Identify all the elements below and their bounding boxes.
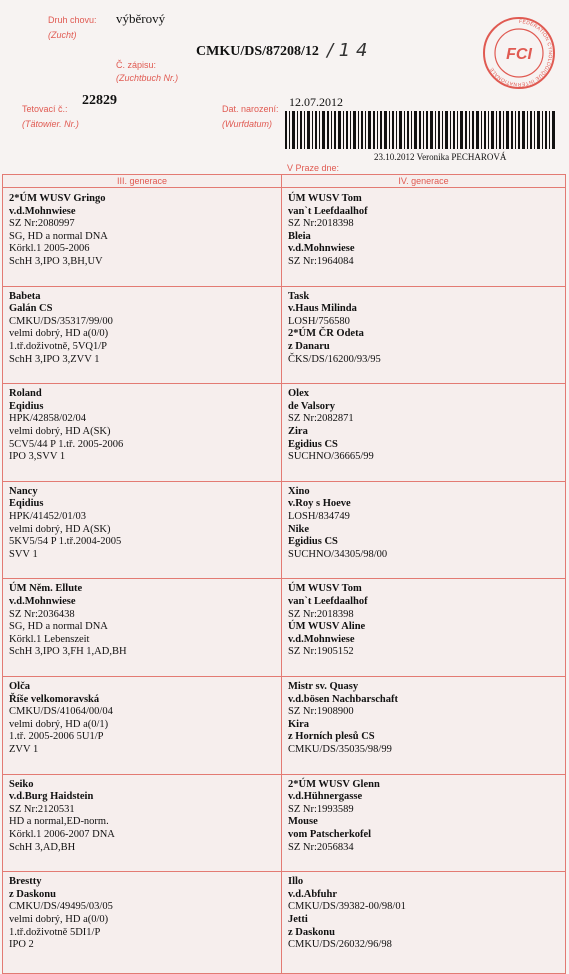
dog-name-line: Roland <box>9 388 42 400</box>
dog-name-line: Task <box>288 290 310 302</box>
gen4-cell <box>282 871 565 969</box>
dog-detail-line: IPO 2 <box>9 939 34 951</box>
gen3-cell <box>3 676 281 774</box>
dog-detail-line: SchH 3,IPO 3,BH,UV <box>9 255 103 267</box>
dog-detail-line: SZ Nr:1993589 <box>288 803 354 815</box>
dog-name-line: Xino <box>288 485 310 497</box>
dog-name-line: vom Patscherkofel <box>288 828 372 840</box>
dog-name-line: v.d.Burg Haidstein <box>9 791 94 803</box>
dog-detail-line: velmi dobrý, HD A(SK) <box>9 425 111 437</box>
dog-name-line: z Horních plesů CS <box>288 731 375 743</box>
dog-detail-line: HPK/42858/02/04 <box>9 413 87 425</box>
gen3-cell <box>3 188 281 286</box>
zapis-handwritten: / 1 4 <box>327 40 368 61</box>
dog-detail-line: SZ Nr:2120531 <box>9 803 75 815</box>
dog-name-line: de Valsory <box>288 400 335 412</box>
dog-detail-line: SUCHNO/34305/98/00 <box>288 548 388 560</box>
dog-detail-line: SZ Nr:1905152 <box>288 646 354 658</box>
dog-detail-line: SZ Nr:1908900 <box>288 706 354 718</box>
dog-detail-line: 5CV5/44 P 1.tř. 2005-2006 <box>9 438 124 450</box>
dog-detail-line: HD a normal,ED-norm. <box>9 816 109 828</box>
dog-name-line: Eqidius <box>9 400 44 412</box>
dog-name-line: ÚM WUSV Tom <box>288 583 362 595</box>
datum-value: 12.07.2012 <box>289 95 343 109</box>
dog-detail-line: SZ Nr:2080997 <box>9 218 75 230</box>
gen3-cell <box>3 286 281 384</box>
fci-ring-text: FÉDÉRATION CYNOLOGIQUE INTERNATIONALE <box>488 18 553 88</box>
dog-name-line: v.d.Mohnwiese <box>9 205 76 217</box>
dog-name-line: v.d.Mohnwiese <box>9 595 76 607</box>
dog-detail-line: ČKS/DS/16200/93/95 <box>288 353 381 365</box>
gen3-cell <box>3 871 281 969</box>
dog-detail-line: 1.tř.doživotně 5DI1/P <box>9 926 101 938</box>
dog-name-line: Eqidius <box>9 498 44 510</box>
zapis-label: Č. zápisu: <box>116 60 157 70</box>
dog-detail-line: CMKU/DS/41064/00/04 <box>9 706 113 718</box>
dog-name-line: 2*ÚM WUSV Glenn <box>288 778 380 790</box>
dog-name-line: Egidius CS <box>288 438 338 450</box>
dog-detail-line: SUCHNO/36665/99 <box>288 451 374 463</box>
dog-name-line: 2*ÚM ČR Odeta <box>288 328 364 340</box>
dog-detail-line: SchH 3,IPO 3,FH 1,AD,BH <box>9 646 127 658</box>
dog-detail-line: SG, HD a normal DNA <box>9 230 108 242</box>
gen4-cell <box>282 481 565 579</box>
dog-detail-line: velmi dobrý, HD a(0/0) <box>9 913 109 925</box>
dog-name-line: ÚM WUSV Aline <box>288 621 366 633</box>
datum-label-de: (Wurfdatum) <box>222 119 273 129</box>
dog-name-line: van`t Leefdaalhof <box>288 595 368 607</box>
tetovaci-value: 22829 <box>82 93 117 108</box>
datum-label: Dat. narození: <box>222 104 279 114</box>
dog-detail-line: SZ Nr:2082871 <box>288 413 354 425</box>
dog-name-line: v.d.Hühnergasse <box>288 791 363 803</box>
dog-detail-line: ZVV 1 <box>9 743 39 755</box>
dog-name-line: Olex <box>288 388 309 400</box>
dog-detail-line: CMKU/DS/35317/99/00 <box>9 315 113 327</box>
dog-detail-line: CMKU/DS/39382-00/98/01 <box>288 901 406 913</box>
dog-name-line: Mistr sv. Quasy <box>288 681 359 692</box>
dog-detail-line: Körkl.1 2006-2007 DNA <box>9 828 115 840</box>
dog-detail-line: SZ Nr:2056834 <box>288 841 354 853</box>
druh-value: výběrový <box>116 11 166 26</box>
druh-label: Druh chovu: <box>48 15 97 25</box>
dog-name-line: Kira <box>288 718 309 730</box>
dog-name-line: ÚM Něm. Ellute <box>9 583 83 595</box>
dog-name-line: Illo <box>288 876 304 888</box>
druh-label-de: (Zucht) <box>48 30 77 40</box>
dog-name-line: van`t Leefdaalhof <box>288 205 368 217</box>
gen3-cell <box>3 774 281 872</box>
zapis-value: CMKU/DS/87208/12 <box>196 44 319 59</box>
pedigree-table <box>2 174 566 974</box>
dog-detail-line: SG, HD a normal DNA <box>9 621 108 633</box>
gen4-cell <box>282 676 565 774</box>
col-header-gen3: III. generace <box>116 176 168 186</box>
dog-detail-line: SVV 1 <box>9 548 38 560</box>
dog-detail-line: SchH 3,AD,BH <box>9 841 76 853</box>
dog-detail-line: velmi dobrý, HD a(0/0) <box>9 328 109 340</box>
dog-detail-line: velmi dobrý, HD A(SK) <box>9 523 111 535</box>
dog-name-line: z Daskonu <box>9 888 56 900</box>
dog-name-line: Brestty <box>9 876 42 888</box>
gen4-cell <box>282 774 565 872</box>
praze-value: 23.10.2012 Veronika PECHAROVÁ <box>374 152 507 162</box>
dog-detail-line: 1.tř.doživotně, 5VQ1/P <box>9 340 107 352</box>
gen4-cell <box>282 383 565 481</box>
dog-detail-line: SZ Nr:2018398 <box>288 608 354 620</box>
dog-name-line: Zira <box>288 425 308 437</box>
dog-name-line: Mouse <box>288 816 318 828</box>
dog-detail-line: 1.tř. 2005-2006 5U1/P <box>9 731 104 743</box>
dog-name-line: v.d.Mohnwiese <box>288 633 355 645</box>
tetovaci-label-de: (Tätowier. Nr.) <box>22 119 79 129</box>
fci-logo-text: FCI <box>506 46 532 63</box>
dog-name-line: Olča <box>9 681 30 692</box>
gen4-cell <box>282 286 565 384</box>
zapis-label-de: (Zuchtbuch Nr.) <box>116 73 179 83</box>
dog-detail-line: Körkl.1 2005-2006 <box>9 243 90 255</box>
gen3-cell <box>3 383 281 481</box>
dog-name-line: Bleia <box>288 230 311 242</box>
gen3-cell <box>3 481 281 579</box>
dog-detail-line: CMKU/DS/49495/03/05 <box>9 901 113 913</box>
dog-name-line: v.Haus Milinda <box>288 303 357 315</box>
col-header-gen4: IV. generace <box>398 176 449 186</box>
dog-name-line: 2*ÚM WUSV Gringo <box>9 193 106 204</box>
dog-name-line: v.Roy s Hoeve <box>288 498 351 510</box>
dog-detail-line: SchH 3,IPO 3,ZVV 1 <box>9 353 100 365</box>
dog-name-line: v.d.bösen Nachbarschaft <box>288 693 398 705</box>
dog-detail-line: CMKU/DS/35035/98/99 <box>288 743 392 755</box>
barcode <box>285 111 557 149</box>
gen4-cell <box>282 578 565 676</box>
dog-detail-line: LOSH/834749 <box>288 510 350 522</box>
dog-name-line: Egidius CS <box>288 536 338 548</box>
dog-detail-line: IPO 3,SVV 1 <box>9 451 66 463</box>
dog-detail-line: CMKU/DS/26032/96/98 <box>288 939 392 951</box>
dog-detail-line: velmi dobrý, HD a(0/1) <box>9 718 109 730</box>
dog-name-line: Jetti <box>288 913 308 925</box>
dog-name-line: ÚM WUSV Tom <box>288 193 362 204</box>
gen3-cell <box>3 578 281 676</box>
dog-detail-line: SZ Nr:2018398 <box>288 218 354 230</box>
fci-logo <box>482 16 556 90</box>
dog-detail-line: Körkl.1 Lebenszeit <box>9 633 90 645</box>
dog-name-line: Seiko <box>9 778 34 790</box>
gen4-cell <box>282 188 565 286</box>
praze-label: V Praze dne: <box>287 163 340 173</box>
dog-name-line: v.d.Abfuhr <box>288 888 338 900</box>
tetovaci-label: Tetovací č.: <box>22 104 68 114</box>
dog-detail-line: SZ Nr:2036438 <box>9 608 75 620</box>
dog-name-line: Galán CS <box>9 303 53 315</box>
dog-name-line: Říše velkomoravská <box>9 693 100 705</box>
dog-name-line: v.d.Mohnwiese <box>288 243 355 255</box>
dog-name-line: Nancy <box>9 485 38 497</box>
dog-name-line: z Danaru <box>288 340 330 352</box>
dog-detail-line: LOSH/756580 <box>288 315 350 327</box>
dog-detail-line: SZ Nr:1964084 <box>288 255 354 267</box>
dog-name-line: z Daskonu <box>288 926 335 938</box>
dog-name-line: Babeta <box>9 290 41 302</box>
dog-detail-line: HPK/41452/01/03 <box>9 510 87 522</box>
dog-detail-line: 5KV5/54 P 1.tř.2004-2005 <box>9 536 122 548</box>
dog-name-line: Nike <box>288 523 309 535</box>
